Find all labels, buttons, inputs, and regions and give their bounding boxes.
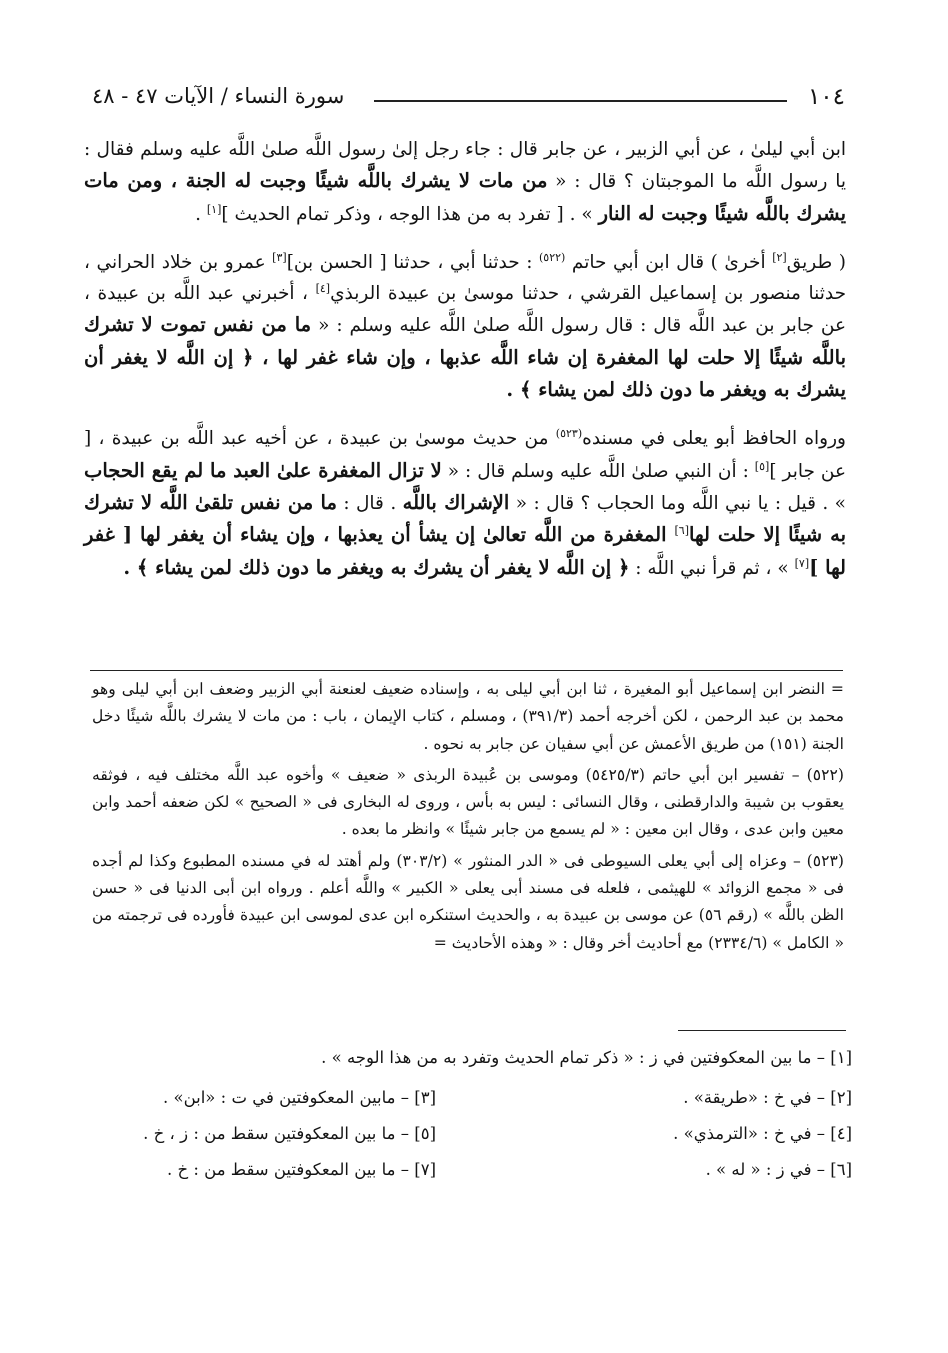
footnote-continuation: = النضر ابن إسماعيل أبو المغيرة ، ثنا ابن أبي ليلى به ، وإسناده ضعيف لعنعنة أبي الزبير وضعف ابن أبي ليلى وهو محمد بن عبد الرحمن ، لكن أخرجه أحمد (٣٩١/٣) ، ومسلم ، كتاب الإيمان ، باب : من مات لا يشرك باللَّه شيئًا دخل الجنة (١٥١) من طريق الأعمش عن أبي سفيان عن جابر به نحوه . [92, 680, 844, 753]
variant-note-6: [٦] – في ز : « له » . [705, 1160, 852, 1179]
page-header [92, 80, 849, 116]
paragraph-1 [84, 134, 846, 230]
page-number: ١٠٤ [807, 84, 845, 110]
hadith-text: من مات لا يشرك باللَّه شيئًا وجبت له الجنة ، ومن مات يشرك باللَّه شيئًا وجبت له النار [84, 169, 846, 225]
footnotes [92, 676, 844, 961]
text-run: : حدثنا أبي ، حدثنا [ الحسن بن] [286, 251, 539, 273]
variant-note-4: [٤] – في خ : «الترمذي» . [673, 1124, 852, 1143]
footnote-ref: (٥٢٢) [539, 250, 566, 264]
variant-ref: [٢] [772, 250, 787, 264]
text-run: . [195, 203, 207, 225]
text-run: عمرو بن خلاد الحراني ، حدثنا منصور بن إسماعيل القرشي ، حدثنا موسىٰ بن عبيدة الربذي [84, 251, 847, 305]
text-run: ابن أبي ليلىٰ ، عن أبي الزبير ، عن جابر قال : جاء رجل إلىٰ رسول اللَّه صلىٰ اللَّه عليه وسلم فقال : يا رسول اللَّه ما الموجبتان ؟ قال : « [84, 139, 847, 193]
hadith-text: المغفرة من اللَّه تعالىٰ إن يشأ أن يعذبها ، وإن يشاء أن يغفر لها [ غفر لها ] [84, 523, 846, 579]
variant-ref: [٧] [794, 556, 810, 570]
text-run: » . [ تفرد به من هذا الوجه ، وذكر تمام الحديث ] [221, 203, 599, 225]
footnote-rule [90, 670, 843, 671]
text-run: : أن النبي صلىٰ اللَّه عليه وسلم قال : « [441, 460, 755, 482]
header-rule [374, 100, 787, 102]
paragraph-2 [84, 247, 846, 406]
text-run: ورواه الحافظ أبو يعلى في مسنده [582, 428, 846, 450]
main-text [84, 134, 846, 601]
hadith-text: ما من نفس تموت لا تشرك باللَّه شيئًا إلا حلت لها المغفرة إن شاء اللَّه عذبها ، وإن شاء غفر لها ، ﴿ إن اللَّه لا يغفر أن يشرك به ويغفر ما دون ذلك لمن يشاء ﴾ . [84, 313, 846, 402]
running-title: سورة النساء / الآيات ٤٧ - ٤٨ [92, 84, 345, 108]
variant-note-7: [٧] – ما بين المعكوفتين سقط من : خ . [166, 1160, 436, 1179]
footnote-ref: (٥٢٣) [555, 427, 583, 441]
footnote-522: (٥٢٢) – تفسير ابن أبي حاتم (٥٤٢٥/٣) وموسى بن عُبيدة الربذى « ضعيف » وأخوه عبد اللَّه مختلف فيه ، فوثقه يعقوب بن شيبة والدارقطنى ، وقال النسائى : ليس به بأس ، وروى له البخارى فى « الصحيح » لكن ضعفه أحمد وابن معين وابن عدى ، وقال ابن معين : « لم يسمع من جابر شيئًا » وانظر ما بعده . [92, 765, 844, 839]
footnote-523: (٥٢٣) – وعزاه إلى أبي يعلى السيوطى فى « الدر المنثور » (٣٠٣/٢) ولم أهتد له في مسنده المطبوع وكذا لم أجده فى « مجمع الزوائد » للهيثمى ، فلعله فى مسند أبى يعلى « الكبير » واللَّه أعلم . ورواه ابن أبى الدنيا فى « حسن الظن باللَّه » (رقم ٥٦) عن موسى بن عبيدة به ، والحديث استنكره ابن عدى لموسى ابن عبيدة فأورده فى ترجمته من « الكامل » (٢٣٣٤/٦) مع أحاديث أخر وقال : « وهذه الأحاديث = [92, 851, 844, 952]
hadith-text: الإشراك باللَّه [402, 490, 510, 514]
hadith-text: ما من نفس تلقىٰ اللَّه لا تشرك به شيئًا إلا حلت لها [84, 490, 846, 547]
text-run: . قال : [336, 492, 403, 514]
hadith-text: لا تزال المغفرة علىٰ العبد ما لم يقع الحجاب [84, 458, 442, 482]
variant-note-2: [٢] – في خ : «طريقة» . [683, 1088, 852, 1107]
variant-note-5: [٥] – ما بين المعكوفتين سقط من : ز ، خ . [143, 1124, 436, 1143]
text-run: ، أخبرني عبد اللَّه بن عبيدة ، عن جابر بن عبد اللَّه قال : قال رسول اللَّه صلىٰ اللَّه عليه وسلم : « [84, 283, 846, 337]
variant-note-1: [١] – ما بين المعكوفتين في ز : « ذكر تمام الحديث وتفرد به من هذا الوجه » . [321, 1048, 852, 1067]
variant-ref: [٤] [315, 282, 331, 296]
variant-ref: [٣] [272, 250, 287, 264]
variant-ref: [٦] [674, 524, 690, 538]
quran-verse: ﴿ إن اللَّه لا يغفر أن يشرك به ويغفر ما دون ذلك لمن يشاء ﴾ . [123, 555, 630, 579]
variant-ref: [٥] [754, 459, 770, 473]
text-run: أخرىٰ ) قال ابن أبي حاتم [565, 251, 773, 273]
variants-rule [678, 1030, 846, 1031]
variant-note-3: [٣] – مابين المعكوفتين في ت : «ابن» . [162, 1088, 436, 1107]
text-run: ( طريق [786, 251, 846, 273]
text-run: » . قيل : يا نبي اللَّه وما الحجاب ؟ قال : « [509, 492, 846, 514]
paragraph-3 [84, 423, 846, 583]
variant-ref: [١] [206, 202, 222, 216]
text-run: من حديث موسىٰ بن عبيدة ، عن أخيه عبد اللَّه بن عبيدة ، [ عن جابر ] [84, 428, 847, 482]
text-run: » ، ثم قرأ نبي اللَّه : [629, 557, 795, 579]
